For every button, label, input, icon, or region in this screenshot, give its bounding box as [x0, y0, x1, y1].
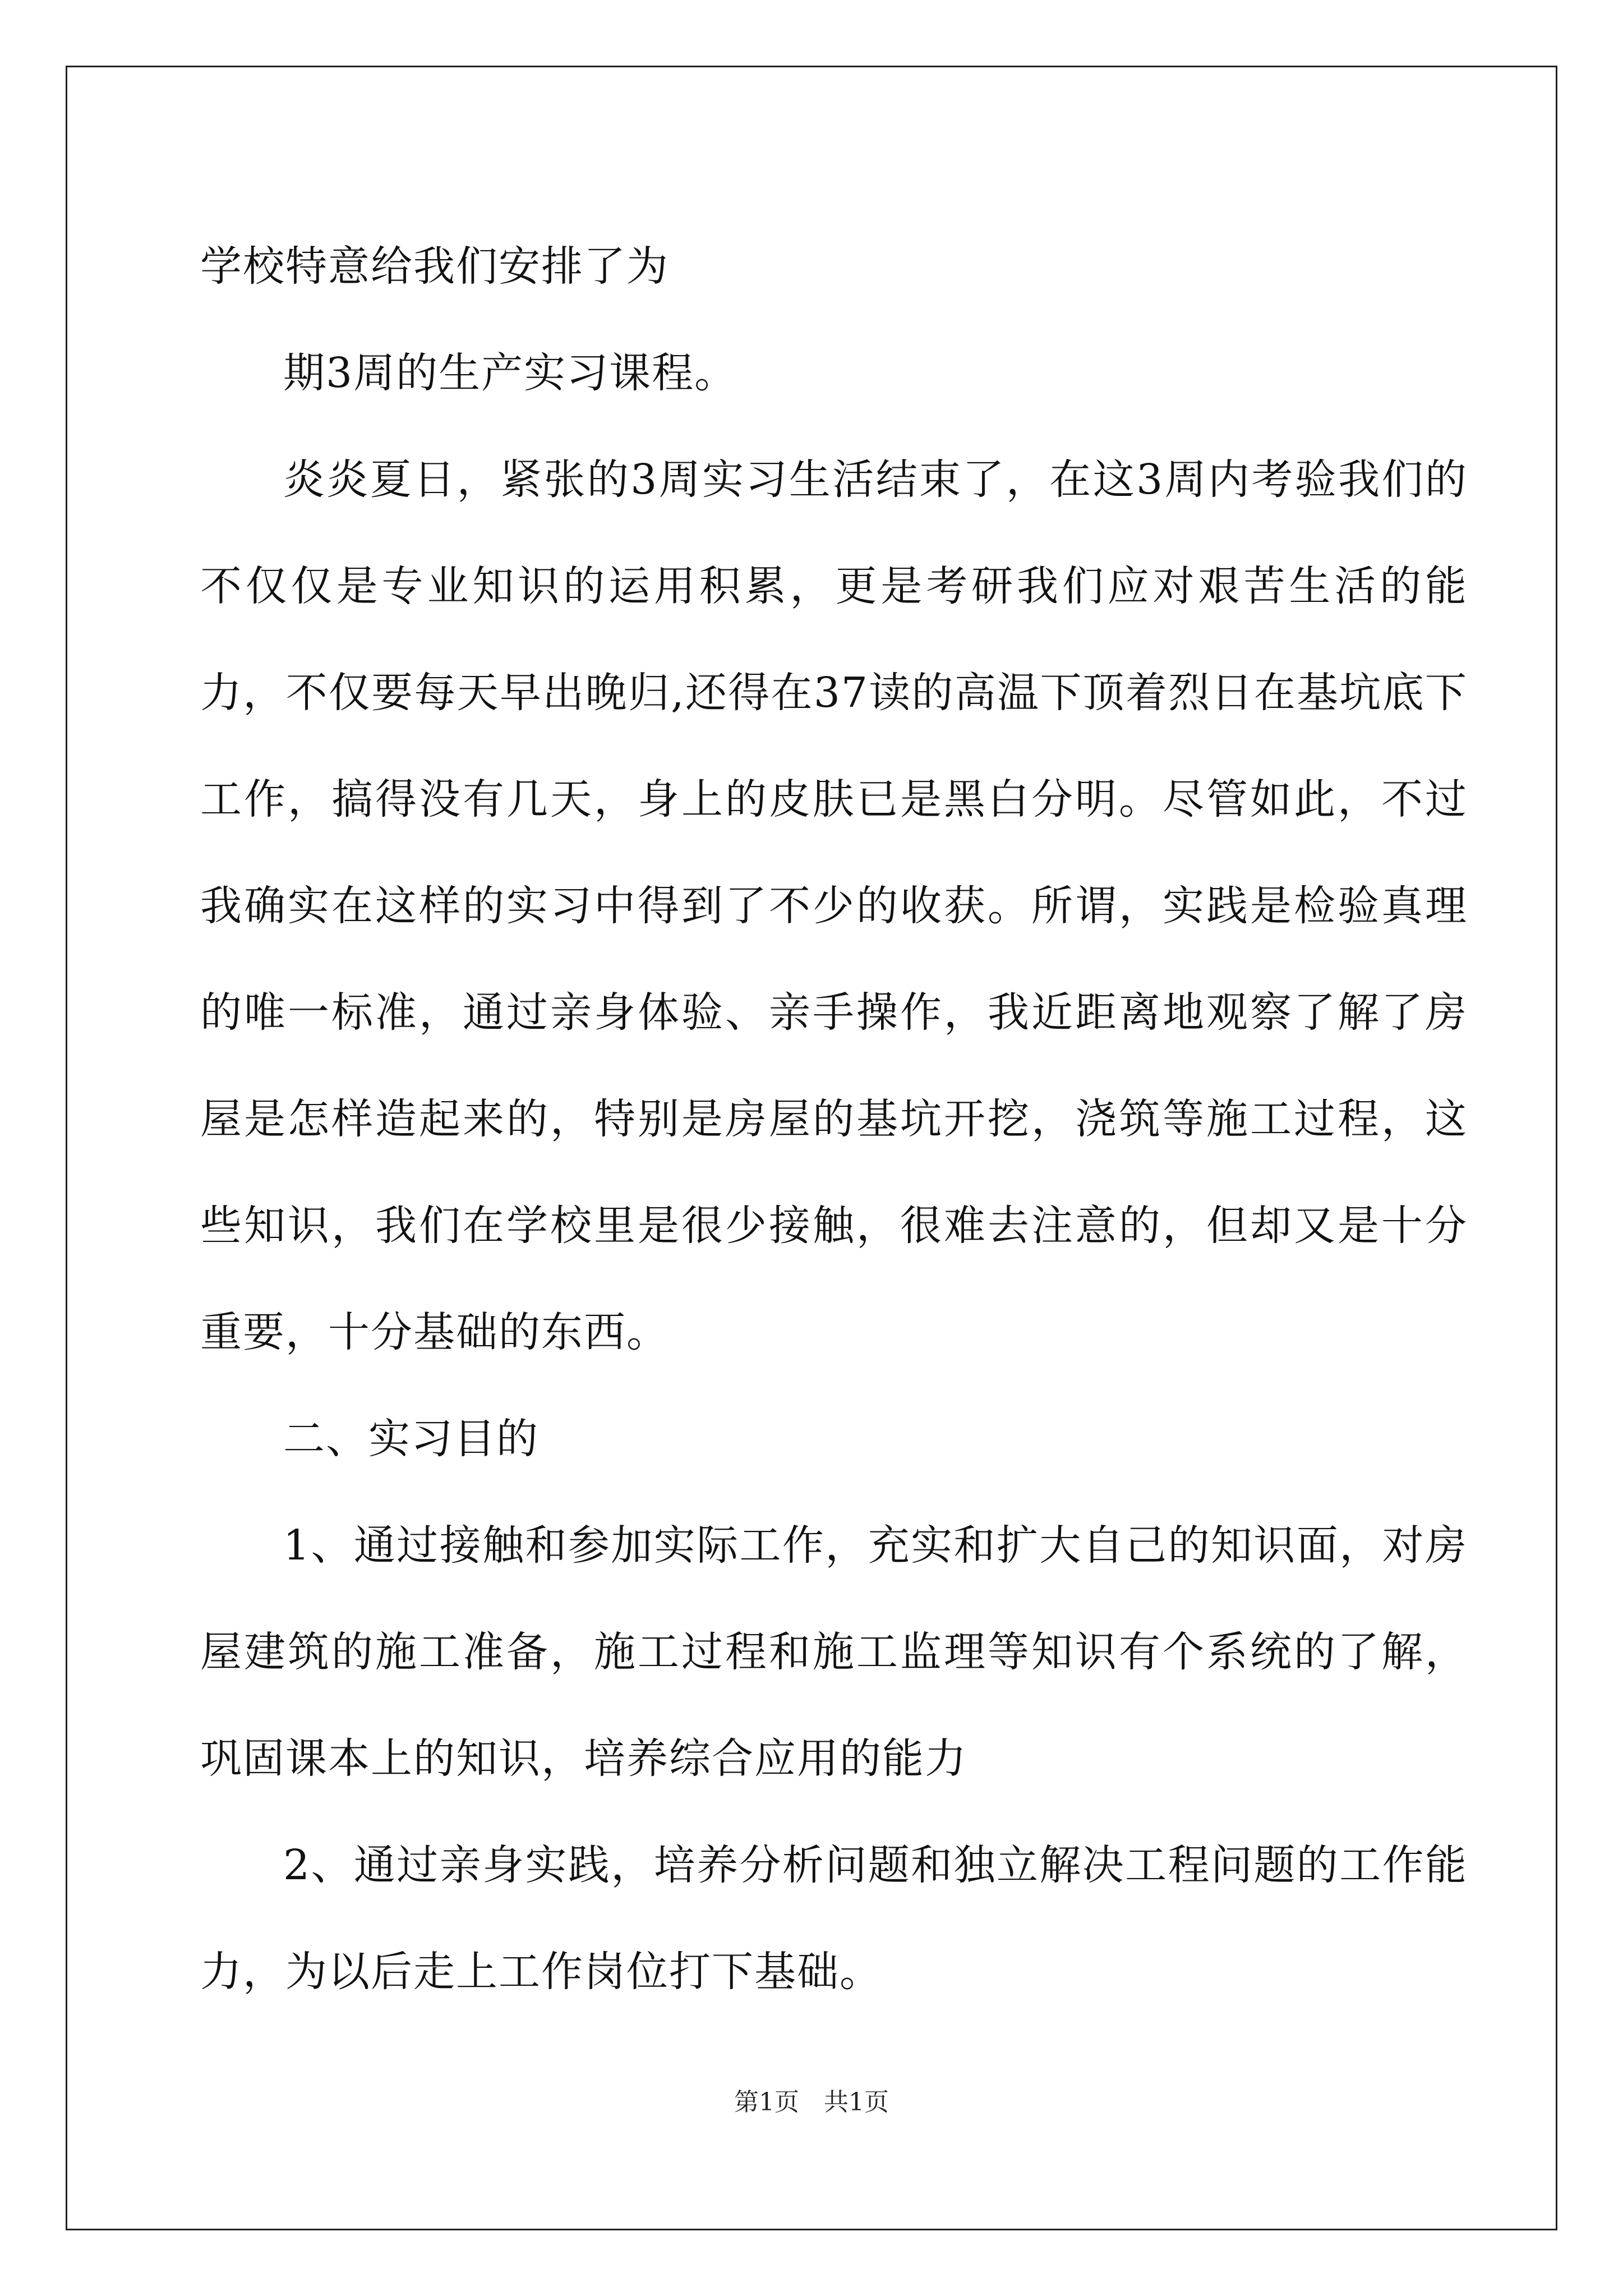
- paragraph-2: 期3周的生产实习课程。: [283, 349, 737, 397]
- paragraph-1: 学校特意给我们安排了为: [200, 242, 669, 291]
- list-item-purpose-2: 2、通过亲身实践，培养分析问题和独立解决工程问题的工作能力，为以后走上工作岗位打下基础。: [200, 1841, 1468, 1996]
- page-footer: [0, 2086, 1623, 2119]
- page-total: 共1页: [824, 2088, 889, 2116]
- section-heading-internship-purpose: 二、实习目的: [283, 1415, 539, 1463]
- page-number: 第1页: [734, 2088, 799, 2116]
- list-item-purpose-1: 1、通过接触和参加实际工作，充实和扩大自己的知识面，对房屋建筑的施工准备，施工过程和施工监理等知识有个系统的了解，巩固课本上的知识，培养综合应用的能力: [200, 1521, 1468, 1783]
- paragraph-3: 炎炎夏日，紧张的3周实习生活结束了，在这3周内考验我们的不仅仅是专业知识的运用积累，更是考研我们应对艰苦生活的能力，不仅要每天早出晚归,还得在37读的高温下顶着烈日在基坑底下工作，搞得没有几天，身上的皮肤已是黑白分明。尽管如此，不过我确实在这样的实习中得到了不少的收获。所谓，实践是检验真理的唯一标准，通过亲身体验、亲手操作，我近距离地观察了解了房屋是怎样造起来的，特别是房屋的基坑开挖，浇筑等施工过程，这些知识，我们在学校里是很少接触，很难去注意的，但却又是十分重要，十分基础的东西。: [200, 455, 1468, 1356]
- document-body: [200, 213, 1468, 2025]
